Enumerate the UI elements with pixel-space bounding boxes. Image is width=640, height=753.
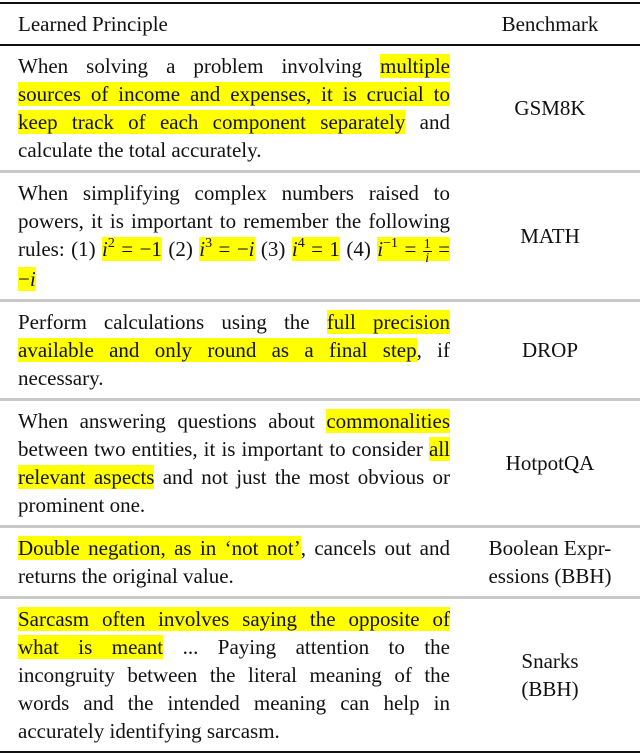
- principle-text: [18, 175, 450, 297]
- principle-text: [18, 601, 450, 749]
- principle-text: [18, 48, 450, 168]
- math-text: =: [398, 237, 423, 261]
- benchmark-cell: [460, 172, 640, 301]
- math-variable: i: [377, 237, 384, 261]
- principles-table: [0, 2, 640, 753]
- learned-principle-cell: [0, 45, 460, 172]
- highlighted-math: [292, 237, 340, 261]
- table-row: [0, 597, 640, 752]
- header-learned-principle: Learned Principle: [18, 12, 168, 36]
- learned-principle-cell: [0, 172, 460, 301]
- text-segment: , cancels out and returns the original value.: [18, 535, 450, 588]
- benchmark-name: (BBH): [521, 676, 579, 701]
- highlighted-text: full precision available and only round as a final step: [18, 309, 450, 362]
- fraction-numerator: 1: [423, 236, 431, 252]
- benchmark-cell: [460, 526, 640, 597]
- math-variable: i: [291, 237, 298, 261]
- principle-text: [18, 403, 450, 523]
- math-variable: i: [29, 266, 36, 291]
- text-segment: When simplifying complex numbers raised to powers, it is important to remember the following rules: (1): [18, 181, 450, 261]
- text-segment: between two entities, it is important to consider: [18, 436, 429, 461]
- math-text: = −1: [114, 237, 162, 261]
- benchmark-name: essions (BBH): [488, 563, 612, 588]
- math-fraction: [423, 238, 432, 265]
- benchmark-name: HotpotQA: [505, 450, 595, 475]
- principle-text: [18, 530, 450, 594]
- highlighted-text: multiple sources of income and expenses, it is crucial to keep track of each component separately: [18, 54, 450, 134]
- benchmark-cell: [460, 399, 640, 526]
- benchmark-name: DROP: [521, 337, 579, 362]
- table-row: [0, 526, 640, 597]
- text-segment: and calculate the total accurately.: [18, 110, 450, 162]
- math-text: = −: [18, 237, 451, 291]
- highlighted-math: [102, 237, 162, 261]
- text-segment: When solving a problem involving: [18, 54, 380, 78]
- header-row: [0, 3, 640, 45]
- learned-principle-cell: [0, 300, 460, 399]
- fraction-denominator: i: [425, 250, 430, 266]
- table-row: [0, 45, 640, 172]
- learned-principle-cell: [0, 399, 460, 526]
- benchmark-name: GSM8K: [514, 96, 586, 120]
- learned-principle-cell: [0, 526, 460, 597]
- highlighted-text: Double negation, as in ‘not not’: [18, 535, 301, 560]
- highlighted-text: all relevant aspects: [18, 436, 450, 489]
- math-exponent: −1: [383, 236, 399, 251]
- text-segment: When answering questions about: [18, 408, 327, 433]
- highlighted-text: Sarcasm often involves saying the opposite of what is meant: [18, 606, 450, 659]
- math-exponent: 4: [297, 236, 305, 251]
- table-body: [0, 45, 640, 752]
- benchmark-cell: [460, 597, 640, 752]
- highlighted-math: [199, 237, 254, 261]
- table-row: [0, 172, 640, 301]
- text-segment: and not just the most obvious or prominent one.: [18, 464, 450, 517]
- math-variable: i: [248, 237, 255, 261]
- math-text: = −: [212, 237, 249, 261]
- text-segment: , if necessary.: [18, 337, 450, 390]
- math-text: = 1: [304, 237, 340, 261]
- text-segment: (4): [339, 237, 378, 261]
- text-segment: ... Paying attention to the incongruity between the literal meaning of the words and the intended meaning can help in accurately identifying sarcasm.: [18, 634, 451, 743]
- math-exponent: 2: [107, 236, 115, 251]
- benchmark-name: Snarks: [521, 648, 579, 673]
- text-segment: (3): [254, 237, 292, 261]
- text-segment: Perform calculations using the: [18, 309, 327, 334]
- learned-principle-cell: [0, 597, 460, 752]
- header-benchmark: Benchmark: [501, 12, 599, 36]
- benchmark-name: Boolean Expr-: [488, 535, 612, 560]
- math-variable: i: [199, 237, 206, 261]
- table-row: [0, 399, 640, 526]
- principle-text: [18, 304, 450, 396]
- math-variable: i: [102, 237, 108, 261]
- table-row: [0, 300, 640, 399]
- math-exponent: 3: [205, 236, 213, 251]
- text-segment: (2): [161, 237, 200, 261]
- highlighted-text: commonalities: [326, 408, 450, 433]
- benchmark-name: MATH: [520, 223, 580, 248]
- benchmark-cell: [460, 300, 640, 399]
- benchmark-cell: [460, 45, 640, 172]
